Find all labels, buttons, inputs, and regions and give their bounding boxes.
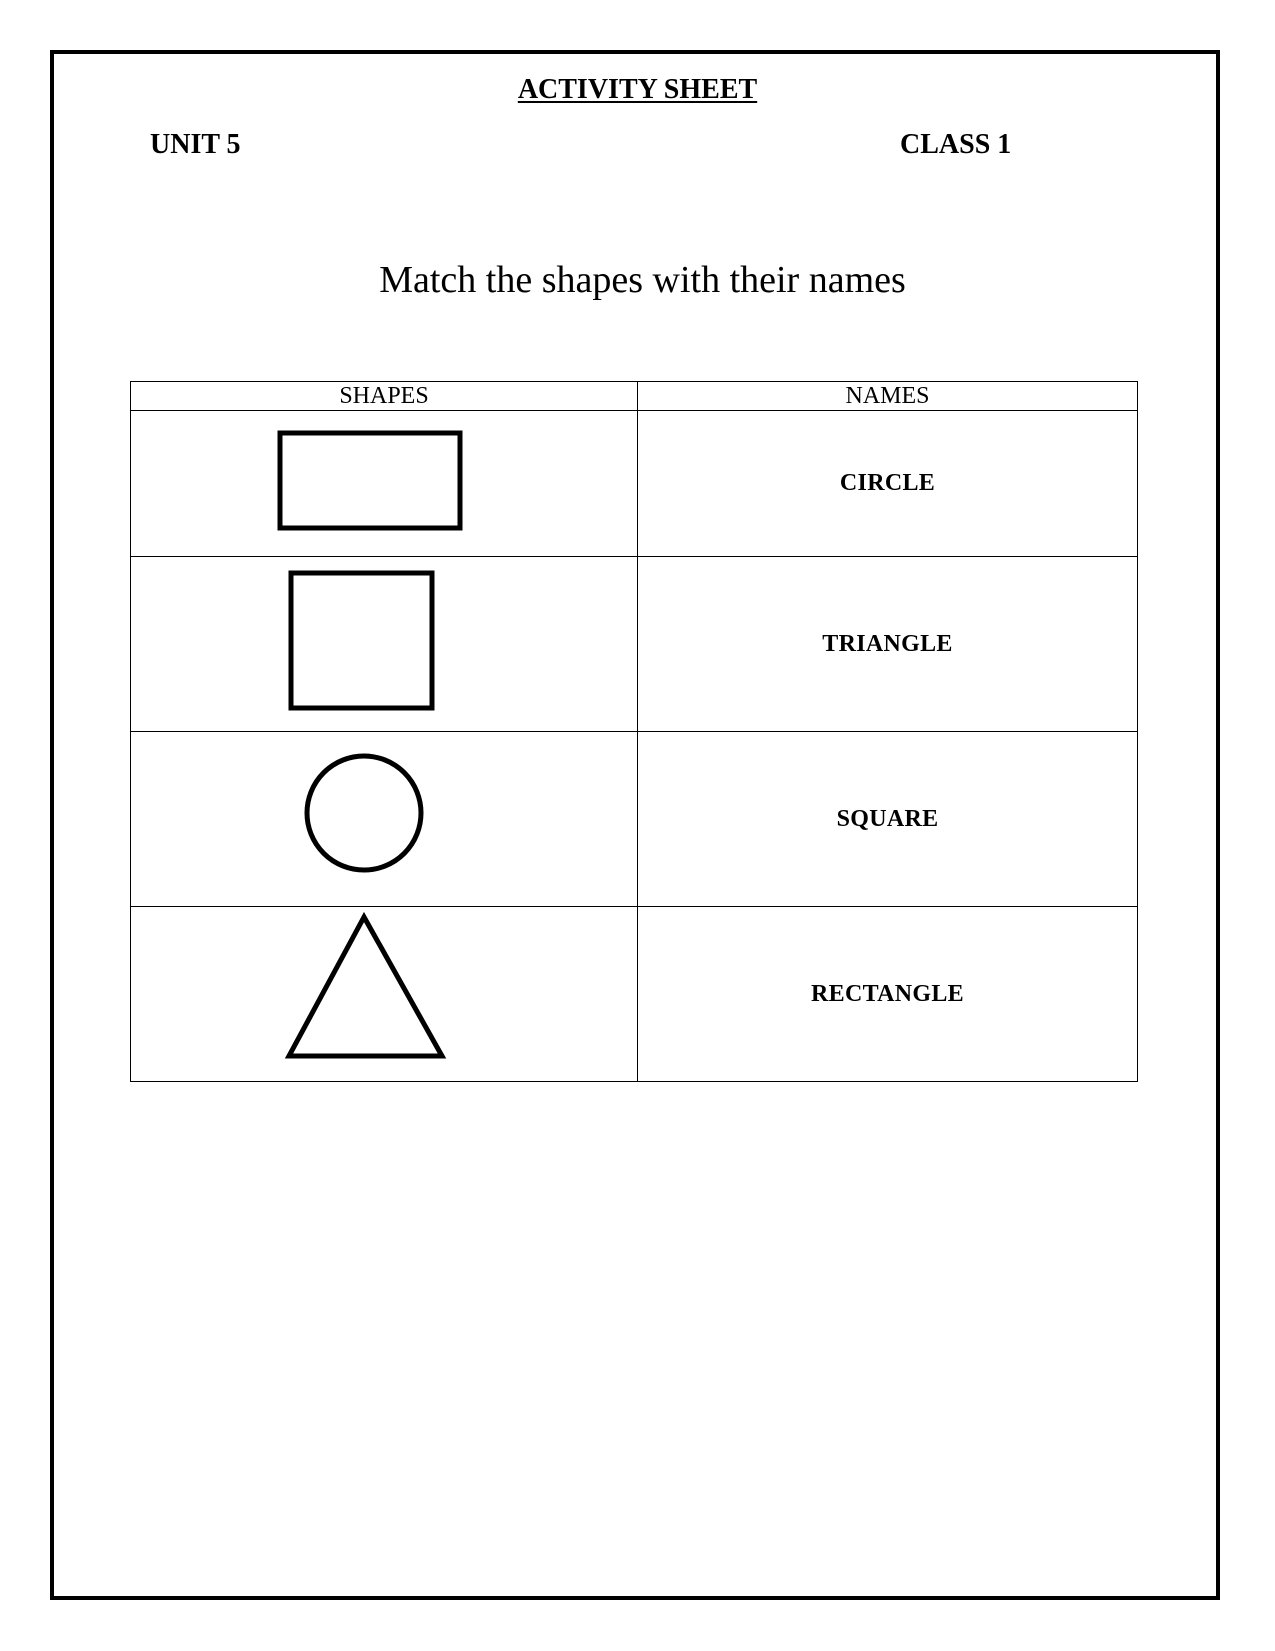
shape-cell <box>131 907 638 1082</box>
circle-shape <box>131 732 638 906</box>
shape-name-label: TRIANGLE <box>822 630 953 657</box>
table-row <box>131 907 1138 1082</box>
triangle-shape <box>131 907 638 1081</box>
shape-name-label: CIRCLE <box>839 470 936 496</box>
table-row <box>131 557 1138 732</box>
shapes-column-header: SHAPES <box>131 382 638 411</box>
name-cell <box>638 907 1138 1082</box>
table-row <box>131 411 1138 557</box>
shape-cell <box>131 557 638 732</box>
shape-cell <box>131 411 638 557</box>
name-cell <box>638 411 1138 557</box>
table-row <box>131 732 1138 907</box>
matching-table <box>130 381 1138 1082</box>
shape-cell <box>131 732 638 907</box>
shape-name-label: RECTANGLE <box>811 980 964 1007</box>
square-shape <box>131 557 638 731</box>
instruction-text: Match the shapes with their names <box>379 259 906 301</box>
names-column-header: NAMES <box>638 382 1138 411</box>
name-cell <box>638 732 1138 907</box>
class-label: CLASS 1 <box>900 129 1012 160</box>
table-header-row <box>131 382 1138 411</box>
name-cell <box>638 557 1138 732</box>
sheet-title: ACTIVITY SHEET <box>517 74 758 105</box>
rectangle-shape <box>131 411 638 556</box>
unit-label: UNIT 5 <box>150 129 241 160</box>
shape-name-label: SQUARE <box>836 805 939 832</box>
